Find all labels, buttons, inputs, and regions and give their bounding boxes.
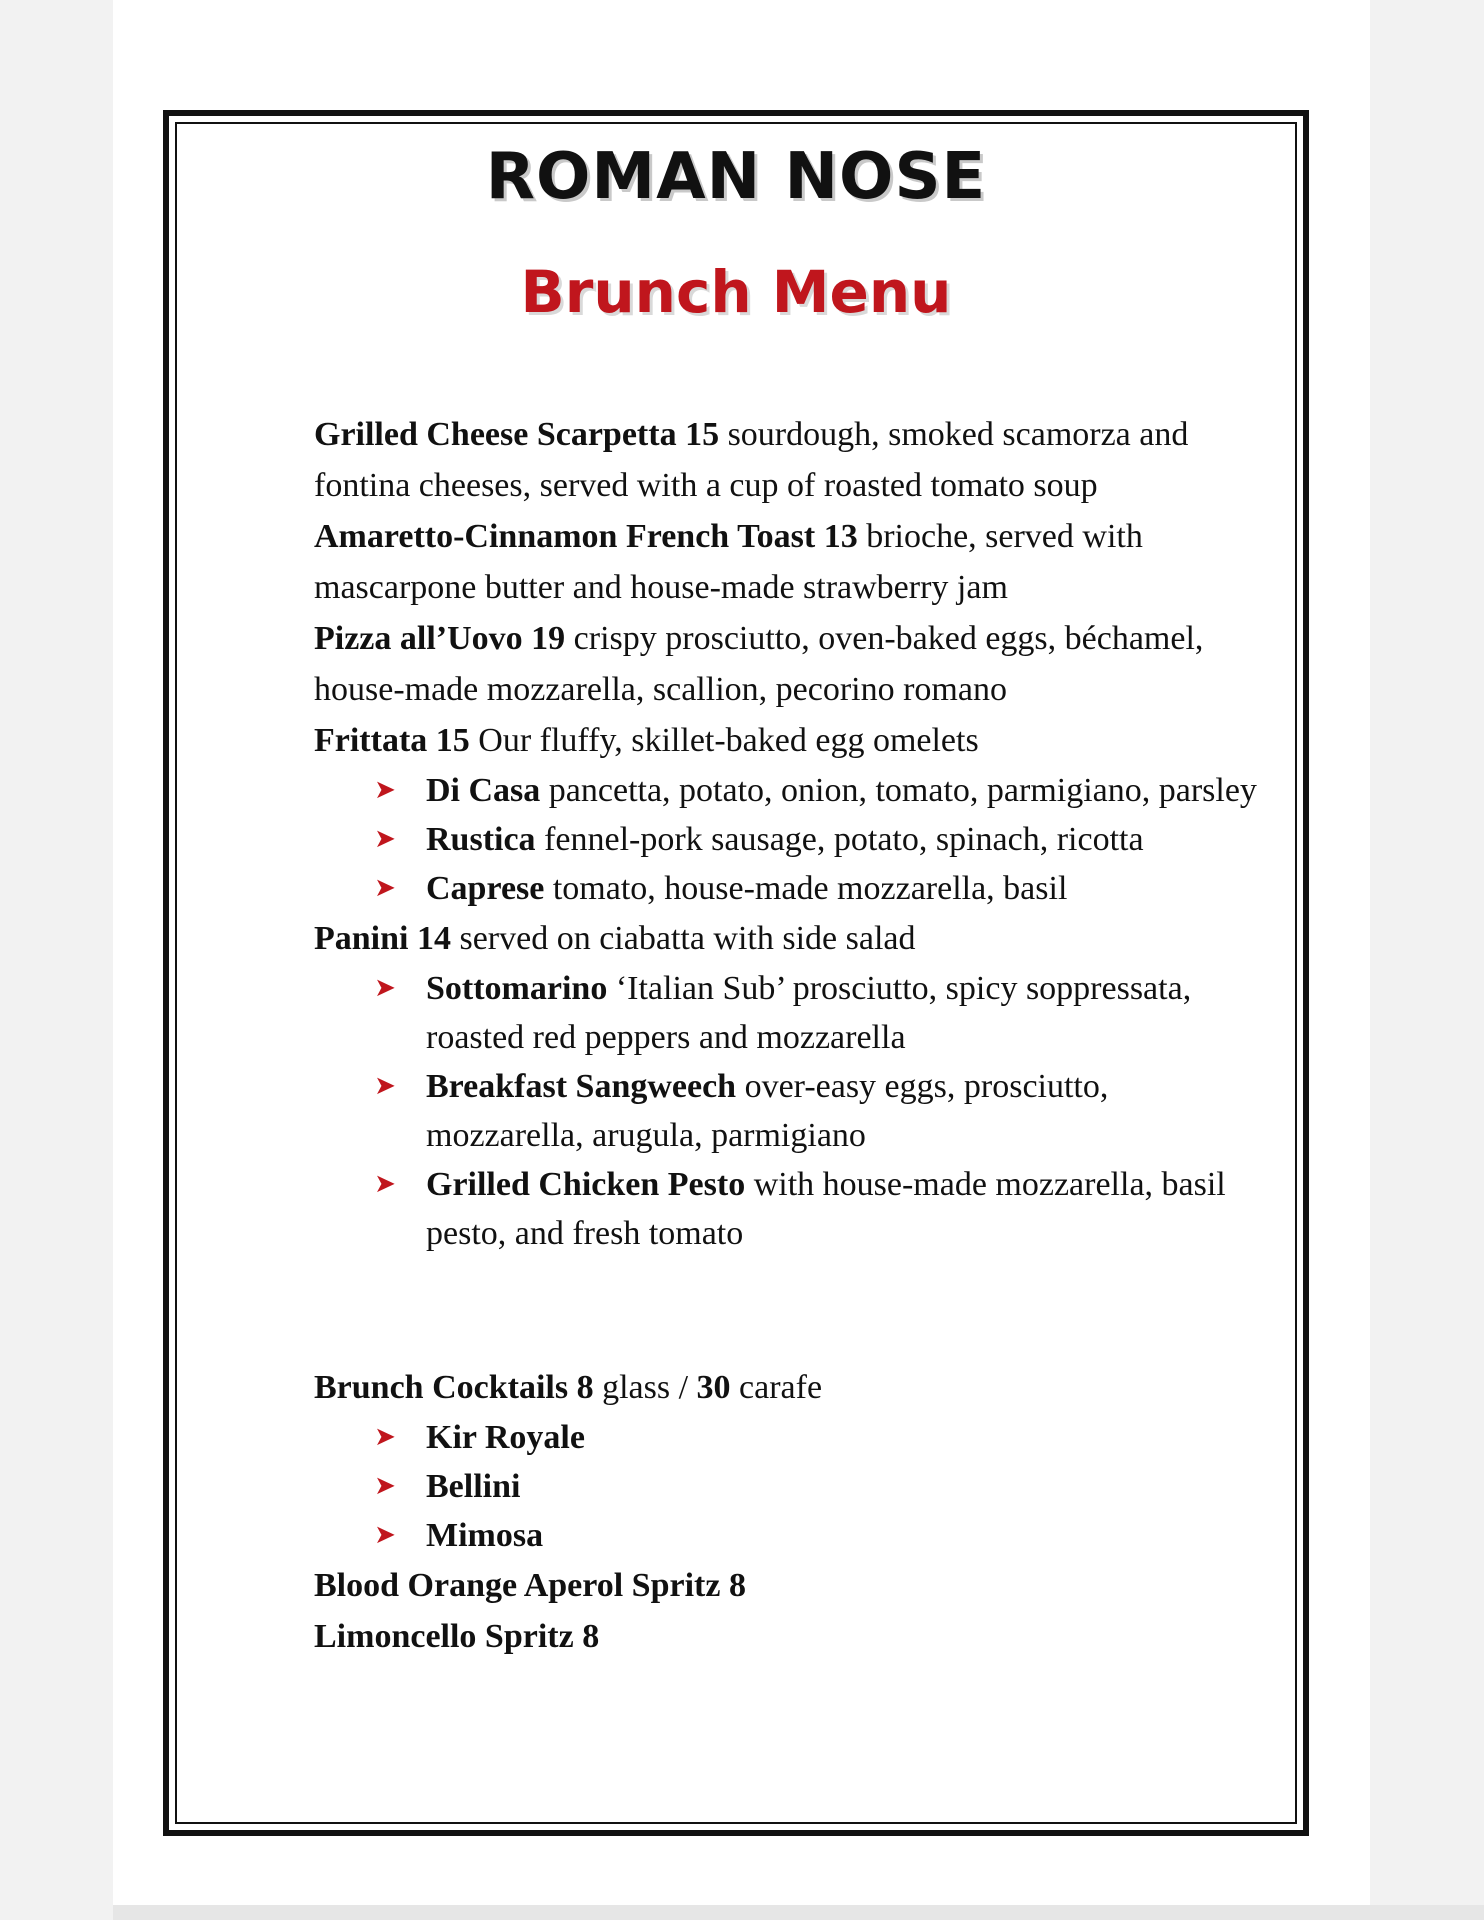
price-unit-glass: glass / — [593, 1369, 697, 1406]
option-description: over-easy eggs, prosciutto, mozzarella, arugula, parmigiano — [426, 1068, 1109, 1154]
menu-item-grilled-cheese — [314, 409, 1274, 511]
option-name: Sottomarino — [426, 970, 608, 1007]
item-name: Grilled Cheese Scarpetta 15 — [314, 416, 720, 453]
arrow-bullet-icon: ➤ — [374, 1422, 396, 1452]
menu-item-panini — [314, 913, 1274, 964]
option-description: ‘Italian Sub’ prosciutto, spicy soppressata, roasted red peppers and mozzarella — [426, 970, 1192, 1056]
item-description: crispy prosciutto, oven-baked eggs, béchamel, house-made mozzarella, scallion, pecorino romano — [314, 620, 1204, 708]
menu-item-aperol-spritz — [314, 1560, 1274, 1611]
cocktail-option-bellini — [314, 1462, 1274, 1511]
carafe-price: 30 — [696, 1369, 731, 1406]
arrow-bullet-icon: ➤ — [374, 1071, 396, 1101]
item-name: Pizza all’Uovo 19 — [314, 620, 566, 657]
option-name: Bellini — [426, 1468, 521, 1505]
menu-item-limoncello-spritz — [314, 1611, 1274, 1662]
cocktail-option-mimosa — [314, 1511, 1274, 1560]
frittata-option-rustica — [314, 815, 1274, 864]
arrow-bullet-icon: ➤ — [374, 873, 396, 903]
price-unit-carafe: carafe — [730, 1369, 823, 1406]
frittata-option-di-casa — [314, 766, 1274, 815]
menu-item-brunch-cocktails — [314, 1362, 1274, 1413]
option-name: Mimosa — [426, 1517, 544, 1554]
item-description: brioche, served with mascarpone butter and house-made strawberry jam — [314, 518, 1143, 606]
panini-option-breakfast-sangweech — [314, 1062, 1274, 1160]
item-description: sourdough, smoked scamorza and fontina cheeses, served with a cup of roasted tomato soup — [314, 416, 1189, 504]
arrow-bullet-icon: ➤ — [374, 775, 396, 805]
option-name: Rustica — [426, 821, 536, 858]
arrow-bullet-icon: ➤ — [374, 1471, 396, 1501]
option-name: Di Casa — [426, 772, 541, 809]
menu-list — [314, 409, 1274, 1662]
arrow-bullet-icon: ➤ — [374, 824, 396, 854]
option-description: pancetta, potato, onion, tomato, parmigiano, parsley — [540, 772, 1257, 809]
item-name: Limoncello Spritz 8 — [314, 1618, 600, 1655]
option-name: Grilled Chicken Pesto — [426, 1166, 746, 1203]
item-description: Our fluffy, skillet-baked egg omelets — [469, 722, 979, 759]
frittata-option-caprese — [314, 864, 1274, 913]
cocktail-option-kir-royale — [314, 1413, 1274, 1462]
item-name: Amaretto-Cinnamon French Toast 13 — [314, 518, 858, 555]
item-description: served on ciabatta with side salad — [450, 920, 916, 957]
panini-option-sottomarino — [314, 964, 1274, 1062]
menu-item-french-toast — [314, 511, 1274, 613]
menu-item-pizza — [314, 613, 1274, 715]
restaurant-title: ROMAN NOSE — [485, 140, 987, 214]
item-name: Blood Orange Aperol Spritz 8 — [314, 1567, 746, 1604]
item-name: Panini 14 — [314, 920, 451, 957]
option-description: with house-made mozzarella, basil pesto, and fresh tomato — [426, 1166, 1226, 1252]
option-description: tomato, house-made mozzarella, basil — [544, 870, 1068, 907]
option-name: Kir Royale — [426, 1419, 585, 1456]
section-spacer — [314, 1258, 1274, 1362]
option-name: Breakfast Sangweech — [426, 1068, 737, 1105]
horizontal-scrollbar[interactable] — [113, 1905, 1484, 1920]
arrow-bullet-icon: ➤ — [374, 973, 396, 1003]
menu-item-frittata — [314, 715, 1274, 766]
item-name: Frittata 15 — [314, 722, 470, 759]
panini-option-grilled-chicken-pesto — [314, 1160, 1274, 1258]
item-name: Brunch Cocktails 8 — [314, 1369, 594, 1406]
arrow-bullet-icon: ➤ — [374, 1520, 396, 1550]
option-description: fennel-pork sausage, potato, spinach, ricotta — [535, 821, 1144, 858]
arrow-bullet-icon: ➤ — [374, 1169, 396, 1199]
menu-subtitle: Brunch Menu — [520, 258, 952, 326]
option-name: Caprese — [426, 870, 545, 907]
